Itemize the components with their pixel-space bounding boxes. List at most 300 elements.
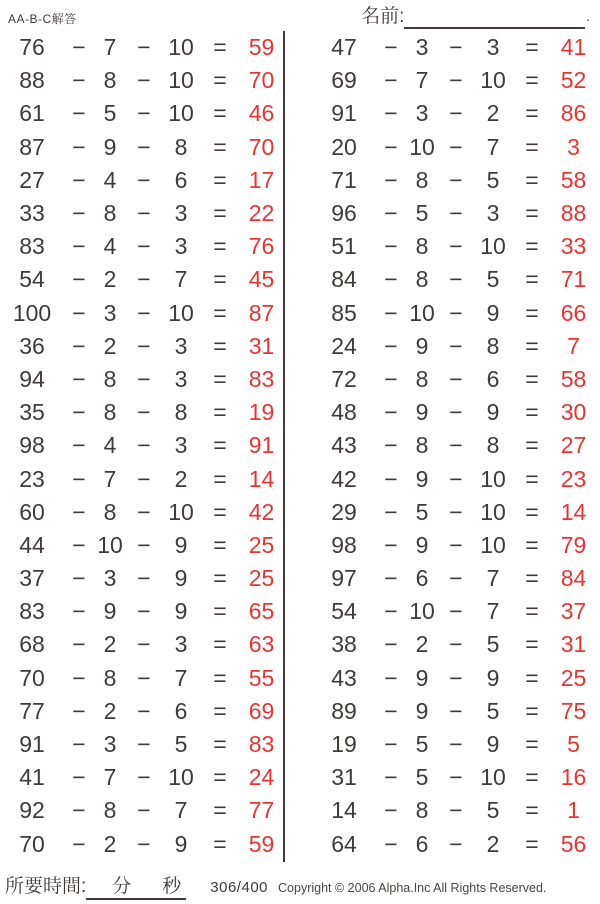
operator-minus: − xyxy=(137,697,151,724)
operator-minus: − xyxy=(449,432,463,459)
subtrahend-2: 9 xyxy=(174,830,188,857)
equals-sign: = xyxy=(213,830,227,857)
problem-row xyxy=(312,761,600,794)
operator-minus: − xyxy=(72,432,86,459)
equals-sign: = xyxy=(213,432,227,459)
subtrahend-1: 8 xyxy=(415,266,429,293)
operator-minus: − xyxy=(384,100,398,127)
operator-minus: − xyxy=(384,399,398,426)
answer: 31 xyxy=(560,631,587,658)
operator-minus: − xyxy=(72,697,86,724)
subtrahend-2: 8 xyxy=(174,399,188,426)
answer: 59 xyxy=(248,830,275,857)
operator-minus: − xyxy=(72,797,86,824)
subtrahend-2: 3 xyxy=(174,233,188,260)
subtrahend-1: 9 xyxy=(415,531,429,558)
operator-minus: − xyxy=(137,200,151,227)
subtrahend-1: 8 xyxy=(103,200,117,227)
operator-minus: − xyxy=(137,67,151,94)
operator-minus: − xyxy=(137,332,151,359)
operator-minus: − xyxy=(137,531,151,558)
operator-minus: − xyxy=(449,498,463,525)
equals-sign: = xyxy=(213,598,227,625)
answer: 14 xyxy=(248,465,275,492)
subtrahend-2: 5 xyxy=(174,731,188,758)
minuend: 37 xyxy=(19,565,45,592)
equals-sign: = xyxy=(525,731,539,758)
operator-minus: − xyxy=(384,465,398,492)
minuend: 44 xyxy=(19,531,45,558)
problem-row xyxy=(0,297,283,330)
operator-minus: − xyxy=(449,166,463,193)
operator-minus: − xyxy=(72,200,86,227)
answer: 75 xyxy=(560,697,587,724)
operator-minus: − xyxy=(72,631,86,658)
operator-minus: − xyxy=(449,34,463,61)
operator-minus: − xyxy=(72,233,86,260)
answer: 70 xyxy=(248,67,275,94)
equals-sign: = xyxy=(213,764,227,791)
subtrahend-1: 2 xyxy=(103,631,117,658)
equals-sign: = xyxy=(213,133,227,160)
problem-row xyxy=(312,263,600,296)
minuend: 91 xyxy=(19,731,45,758)
operator-minus: − xyxy=(449,697,463,724)
name-label: 名前: xyxy=(361,6,405,27)
problems-left-column xyxy=(0,31,285,862)
minuend: 98 xyxy=(19,432,45,459)
subtrahend-1: 8 xyxy=(103,399,117,426)
operator-minus: − xyxy=(137,432,151,459)
equals-sign: = xyxy=(213,200,227,227)
operator-minus: − xyxy=(72,133,86,160)
equals-sign: = xyxy=(213,266,227,293)
equals-sign: = xyxy=(525,266,539,293)
operator-minus: − xyxy=(72,830,86,857)
subtrahend-2: 8 xyxy=(174,133,188,160)
subtrahend-1: 4 xyxy=(103,233,117,260)
operator-minus: − xyxy=(449,664,463,691)
subtrahend-2: 8 xyxy=(486,332,500,359)
subtrahend-1: 4 xyxy=(103,432,117,459)
problem-row xyxy=(0,529,283,562)
equals-sign: = xyxy=(213,365,227,392)
minuend: 64 xyxy=(331,830,357,857)
operator-minus: − xyxy=(137,830,151,857)
answer: 37 xyxy=(560,598,587,625)
answer: 91 xyxy=(248,432,275,459)
problem-row xyxy=(0,794,283,827)
subtrahend-1: 5 xyxy=(415,498,429,525)
equals-sign: = xyxy=(525,34,539,61)
operator-minus: − xyxy=(137,34,151,61)
subtrahend-2: 7 xyxy=(174,797,188,824)
problem-row xyxy=(0,761,283,794)
subtrahend-1: 3 xyxy=(103,731,117,758)
operator-minus: − xyxy=(72,100,86,127)
minuend: 85 xyxy=(331,299,357,326)
subtrahend-1: 7 xyxy=(103,465,117,492)
subtrahend-2: 5 xyxy=(486,166,500,193)
subtrahend-2: 10 xyxy=(168,299,194,326)
subtrahend-1: 9 xyxy=(415,697,429,724)
subtrahend-1: 10 xyxy=(409,133,435,160)
answer: 83 xyxy=(248,365,275,392)
answer: 3 xyxy=(567,133,580,160)
subtrahend-1: 8 xyxy=(103,67,117,94)
minuend: 43 xyxy=(331,432,357,459)
operator-minus: − xyxy=(137,631,151,658)
operator-minus: − xyxy=(449,797,463,824)
equals-sign: = xyxy=(213,731,227,758)
answer: 14 xyxy=(560,498,587,525)
minuend: 94 xyxy=(19,365,45,392)
equals-sign: = xyxy=(525,498,539,525)
answer: 87 xyxy=(248,299,275,326)
equals-sign: = xyxy=(525,399,539,426)
operator-minus: − xyxy=(72,531,86,558)
operator-minus: − xyxy=(384,200,398,227)
operator-minus: − xyxy=(449,67,463,94)
name-line-period: . xyxy=(586,9,590,24)
problem-row xyxy=(312,462,600,495)
minuend: 88 xyxy=(19,67,45,94)
answer: 23 xyxy=(560,465,587,492)
answer: 24 xyxy=(248,764,275,791)
subtrahend-1: 8 xyxy=(415,797,429,824)
operator-minus: − xyxy=(137,133,151,160)
problem-row xyxy=(0,363,283,396)
subtrahend-2: 9 xyxy=(486,731,500,758)
subtrahend-1: 10 xyxy=(409,598,435,625)
subtrahend-1: 6 xyxy=(415,565,429,592)
equals-sign: = xyxy=(213,233,227,260)
equals-sign: = xyxy=(213,565,227,592)
subtrahend-2: 6 xyxy=(174,697,188,724)
equals-sign: = xyxy=(525,200,539,227)
operator-minus: − xyxy=(449,365,463,392)
operator-minus: − xyxy=(384,233,398,260)
operator-minus: − xyxy=(449,830,463,857)
answer: 17 xyxy=(248,166,275,193)
operator-minus: − xyxy=(449,200,463,227)
problem-row xyxy=(312,728,600,761)
subtrahend-1: 5 xyxy=(415,764,429,791)
operator-minus: − xyxy=(137,299,151,326)
minuend: 42 xyxy=(331,465,357,492)
operator-minus: − xyxy=(384,67,398,94)
subtrahend-2: 10 xyxy=(480,531,506,558)
subtrahend-1: 8 xyxy=(415,432,429,459)
subtrahend-2: 2 xyxy=(486,830,500,857)
subtrahend-2: 5 xyxy=(486,266,500,293)
equals-sign: = xyxy=(213,797,227,824)
operator-minus: − xyxy=(384,697,398,724)
operator-minus: − xyxy=(72,465,86,492)
operator-minus: − xyxy=(137,465,151,492)
minuend: 36 xyxy=(19,332,45,359)
minuend: 60 xyxy=(19,498,45,525)
problem-row xyxy=(0,695,283,728)
copyright-notice: Copyright © 2006 Alpha.Inc All Rights Reserved. xyxy=(278,881,547,895)
answer: 86 xyxy=(560,100,587,127)
equals-sign: = xyxy=(213,67,227,94)
minuend: 54 xyxy=(331,598,357,625)
problem-row xyxy=(312,628,600,661)
answer: 76 xyxy=(248,233,275,260)
subtrahend-1: 2 xyxy=(103,830,117,857)
subtrahend-2: 6 xyxy=(174,166,188,193)
answer: 66 xyxy=(560,299,587,326)
equals-sign: = xyxy=(213,631,227,658)
minuend: 38 xyxy=(331,631,357,658)
subtrahend-2: 7 xyxy=(174,664,188,691)
subtrahend-1: 8 xyxy=(415,166,429,193)
problem-row xyxy=(312,363,600,396)
problem-row xyxy=(312,297,600,330)
operator-minus: − xyxy=(137,166,151,193)
operator-minus: − xyxy=(384,432,398,459)
operator-minus: − xyxy=(449,764,463,791)
equals-sign: = xyxy=(213,531,227,558)
operator-minus: − xyxy=(137,664,151,691)
subtrahend-1: 7 xyxy=(415,67,429,94)
operator-minus: − xyxy=(72,67,86,94)
name-field xyxy=(361,5,590,29)
subtrahend-2: 10 xyxy=(168,498,194,525)
minuend: 87 xyxy=(19,133,45,160)
problem-row xyxy=(312,97,600,130)
minuend: 97 xyxy=(331,565,357,592)
minuend: 83 xyxy=(19,598,45,625)
operator-minus: − xyxy=(72,365,86,392)
operator-minus: − xyxy=(72,399,86,426)
problem-row xyxy=(312,31,600,64)
problems-area xyxy=(0,31,600,862)
equals-sign: = xyxy=(525,166,539,193)
problem-row xyxy=(0,263,283,296)
minuend: 35 xyxy=(19,399,45,426)
subtrahend-2: 7 xyxy=(486,133,500,160)
equals-sign: = xyxy=(525,432,539,459)
operator-minus: − xyxy=(137,100,151,127)
subtrahend-1: 2 xyxy=(415,631,429,658)
equals-sign: = xyxy=(213,100,227,127)
problem-row xyxy=(312,828,600,861)
minuend: 96 xyxy=(331,200,357,227)
subtrahend-2: 3 xyxy=(174,365,188,392)
problem-row xyxy=(0,97,283,130)
subtrahend-1: 6 xyxy=(415,830,429,857)
answer: 22 xyxy=(248,200,275,227)
subtrahend-1: 5 xyxy=(415,200,429,227)
equals-sign: = xyxy=(213,166,227,193)
operator-minus: − xyxy=(72,598,86,625)
minuend: 24 xyxy=(331,332,357,359)
equals-sign: = xyxy=(213,465,227,492)
equals-sign: = xyxy=(525,133,539,160)
problem-row xyxy=(312,164,600,197)
operator-minus: − xyxy=(384,133,398,160)
page-header xyxy=(0,0,600,31)
subtrahend-2: 8 xyxy=(486,432,500,459)
problem-row xyxy=(0,628,283,661)
operator-minus: − xyxy=(384,731,398,758)
minuend: 41 xyxy=(19,764,45,791)
operator-minus: − xyxy=(384,565,398,592)
minuend: 19 xyxy=(331,731,357,758)
answer: 46 xyxy=(248,100,275,127)
minuend: 14 xyxy=(331,797,357,824)
operator-minus: − xyxy=(137,598,151,625)
subtrahend-1: 7 xyxy=(103,764,117,791)
operator-minus: − xyxy=(384,664,398,691)
problem-row xyxy=(312,529,600,562)
minuend: 83 xyxy=(19,233,45,260)
answer: 33 xyxy=(560,233,587,260)
minuend: 54 xyxy=(19,266,45,293)
minuend: 100 xyxy=(12,299,52,326)
answer: 5 xyxy=(567,731,580,758)
minuend: 77 xyxy=(19,697,45,724)
subtrahend-2: 9 xyxy=(174,598,188,625)
operator-minus: − xyxy=(72,764,86,791)
subtrahend-2: 7 xyxy=(486,565,500,592)
answer: 88 xyxy=(560,200,587,227)
answer: 79 xyxy=(560,531,587,558)
minuend: 33 xyxy=(19,200,45,227)
operator-minus: − xyxy=(384,266,398,293)
operator-minus: − xyxy=(384,598,398,625)
subtrahend-1: 3 xyxy=(415,100,429,127)
answer: 25 xyxy=(248,565,275,592)
problem-row xyxy=(0,595,283,628)
equals-sign: = xyxy=(525,299,539,326)
equals-sign: = xyxy=(525,797,539,824)
problem-row xyxy=(0,828,283,861)
answer: 41 xyxy=(560,34,587,61)
equals-sign: = xyxy=(525,531,539,558)
subtrahend-1: 9 xyxy=(415,399,429,426)
subtrahend-2: 3 xyxy=(486,200,500,227)
minuend: 23 xyxy=(19,465,45,492)
problem-row xyxy=(312,230,600,263)
problem-row xyxy=(0,462,283,495)
equals-sign: = xyxy=(525,830,539,857)
subtrahend-1: 7 xyxy=(103,34,117,61)
subtrahend-2: 5 xyxy=(486,631,500,658)
minuend: 69 xyxy=(331,67,357,94)
problem-row xyxy=(0,131,283,164)
minutes-blank: 分 xyxy=(86,871,136,900)
operator-minus: − xyxy=(449,731,463,758)
problem-row xyxy=(312,695,600,728)
subtrahend-2: 2 xyxy=(486,100,500,127)
minuend: 72 xyxy=(331,365,357,392)
equals-sign: = xyxy=(213,697,227,724)
minuend: 48 xyxy=(331,399,357,426)
subtrahend-2: 7 xyxy=(486,598,500,625)
answer: 25 xyxy=(248,531,275,558)
subtrahend-2: 3 xyxy=(174,432,188,459)
operator-minus: − xyxy=(384,498,398,525)
equals-sign: = xyxy=(213,664,227,691)
answer: 7 xyxy=(567,332,580,359)
equals-sign: = xyxy=(525,631,539,658)
operator-minus: − xyxy=(449,399,463,426)
minuend: 31 xyxy=(331,764,357,791)
subtrahend-1: 3 xyxy=(103,299,117,326)
operator-minus: − xyxy=(137,731,151,758)
subtrahend-2: 10 xyxy=(480,465,506,492)
subtrahend-2: 10 xyxy=(480,764,506,791)
subtrahend-2: 5 xyxy=(486,697,500,724)
equals-sign: = xyxy=(525,332,539,359)
minuend: 70 xyxy=(19,664,45,691)
subtrahend-2: 10 xyxy=(480,498,506,525)
operator-minus: − xyxy=(72,664,86,691)
operator-minus: − xyxy=(449,598,463,625)
operator-minus: − xyxy=(137,365,151,392)
operator-minus: − xyxy=(384,299,398,326)
time-required-label: 所要時間: xyxy=(5,876,87,897)
operator-minus: − xyxy=(137,764,151,791)
operator-minus: − xyxy=(137,797,151,824)
subtrahend-2: 3 xyxy=(174,332,188,359)
problem-row xyxy=(312,662,600,695)
problem-row xyxy=(312,562,600,595)
operator-minus: − xyxy=(137,233,151,260)
subtrahend-1: 8 xyxy=(103,664,117,691)
subtrahend-2: 5 xyxy=(486,797,500,824)
subtrahend-1: 9 xyxy=(103,598,117,625)
operator-minus: − xyxy=(72,731,86,758)
equals-sign: = xyxy=(525,100,539,127)
subtrahend-1: 2 xyxy=(103,697,117,724)
subtrahend-1: 9 xyxy=(415,465,429,492)
equals-sign: = xyxy=(525,233,539,260)
minuend: 51 xyxy=(331,233,357,260)
worksheet-title: AA-B-C解答 xyxy=(8,12,77,26)
operator-minus: − xyxy=(384,764,398,791)
operator-minus: − xyxy=(449,565,463,592)
subtrahend-1: 8 xyxy=(415,365,429,392)
problems-right-column xyxy=(285,31,600,862)
subtrahend-2: 3 xyxy=(174,200,188,227)
subtrahend-2: 3 xyxy=(486,34,500,61)
equals-sign: = xyxy=(525,565,539,592)
equals-sign: = xyxy=(213,399,227,426)
subtrahend-2: 6 xyxy=(486,365,500,392)
subtrahend-2: 9 xyxy=(486,399,500,426)
operator-minus: − xyxy=(72,166,86,193)
problem-row xyxy=(0,64,283,97)
answer: 77 xyxy=(248,797,275,824)
operator-minus: − xyxy=(384,631,398,658)
subtrahend-2: 10 xyxy=(480,233,506,260)
subtrahend-1: 2 xyxy=(103,332,117,359)
answer: 59 xyxy=(248,34,275,61)
minuend: 43 xyxy=(331,664,357,691)
page-indicator: 306/400 xyxy=(210,879,269,896)
problem-row xyxy=(312,197,600,230)
subtrahend-1: 9 xyxy=(415,664,429,691)
minuend: 29 xyxy=(331,498,357,525)
answer: 31 xyxy=(248,332,275,359)
answer: 70 xyxy=(248,133,275,160)
answer: 55 xyxy=(248,664,275,691)
operator-minus: − xyxy=(449,100,463,127)
